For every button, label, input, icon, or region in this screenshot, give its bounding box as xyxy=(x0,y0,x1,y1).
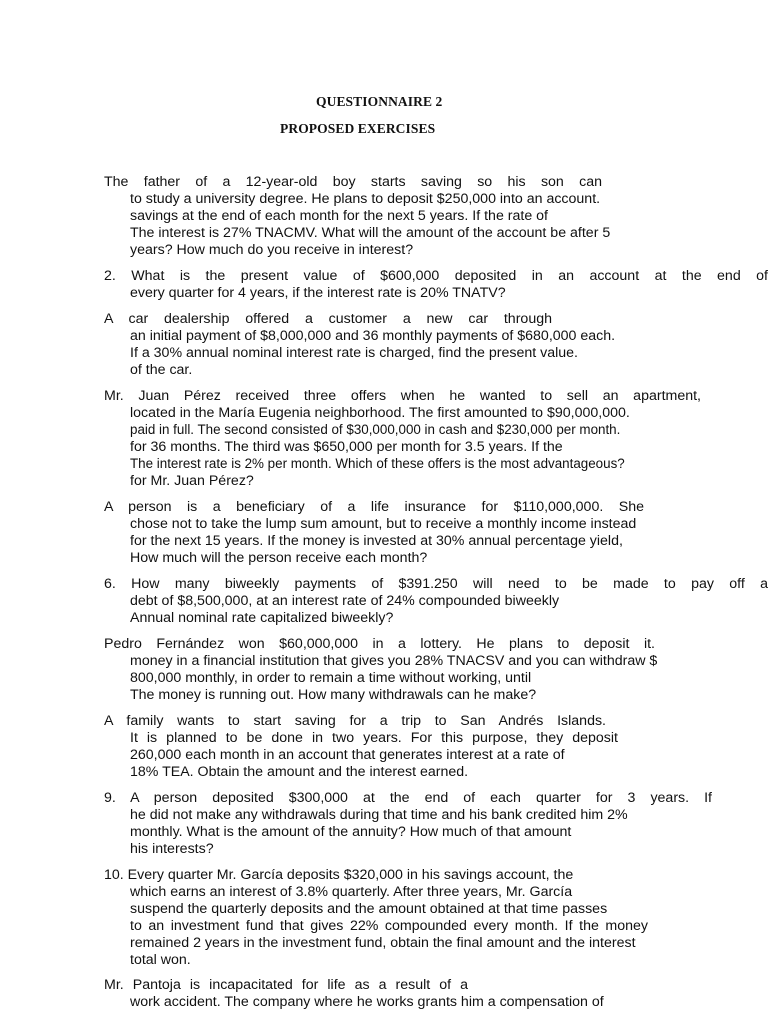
exercise-line: Mr. Juan Pérez received three offers when he wanted to sell an apartment, xyxy=(104,388,701,404)
exercise-line: work accident. The company where he works grants him a compensation of xyxy=(130,994,604,1010)
exercise-line: The interest is 27% TNACMV. What will the amount of the account be after 5 xyxy=(130,225,611,241)
exercise-line: paid in full. The second consisted of $30,000,000 in cash and $230,000 per month. xyxy=(130,422,621,437)
exercise-line: to study a university degree. He plans to deposit $250,000 into an account. xyxy=(130,191,601,207)
exercise-line: every quarter for 4 years, if the interest rate is 20% TNATV? xyxy=(130,285,506,301)
exercise-line: The interest rate is 2% per month. Which of these offers is the most advantageous? xyxy=(130,456,625,471)
exercise-line: It is planned to be done in two years. For this purpose, they deposit xyxy=(130,730,618,746)
exercise-line: 18% TEA. Obtain the amount and the interest earned. xyxy=(130,764,469,780)
document-subtitle: PROPOSED EXERCISES xyxy=(280,121,436,136)
exercise-line: total won. xyxy=(130,952,191,968)
exercise-line: monthly. What is the amount of the annuity? How much of that amount xyxy=(130,824,572,840)
exercise-line: an initial payment of $8,000,000 and 36 monthly payments of $680,000 each. xyxy=(130,328,616,344)
exercise-line: money in a financial institution that gives you 28% TNACSV and you can withdraw $ xyxy=(130,653,658,669)
exercise-line: How much will the person receive each month? xyxy=(130,550,428,566)
exercise-line: savings at the end of each month for the next 5 years. If the rate of xyxy=(130,208,548,224)
exercise-line: remained 2 years in the investment fund, obtain the final amount and the interest xyxy=(130,935,636,951)
exercise-line: years? How much do you receive in interest? xyxy=(130,242,414,258)
exercise-line: A family wants to start saving for a trip to San Andrés Islands. xyxy=(104,713,606,729)
exercise-line: debt of $8,500,000, at an interest rate of 24% compounded biweekly xyxy=(130,593,560,609)
exercise-line: his interests? xyxy=(130,841,214,857)
document-title: QUESTIONNAIRE 2 xyxy=(316,94,443,109)
exercise-line: The money is running out. How many withdrawals can he make? xyxy=(130,687,537,703)
exercise-line: Mr. Pantoja is incapacitated for life as a result of a xyxy=(104,977,468,993)
exercise-line: 800,000 monthly, in order to remain a time without working, until xyxy=(130,670,532,686)
exercise-line: A person is a beneficiary of a life insurance for $110,000,000. She xyxy=(104,499,644,515)
exercise-line: of the car. xyxy=(130,362,193,378)
exercise-line: Annual nominal rate capitalized biweekly? xyxy=(130,610,394,626)
exercise-line: he did not make any withdrawals during that time and his bank credited him 2% xyxy=(130,807,628,823)
exercise-line: A car dealership offered a customer a new car through xyxy=(104,311,552,327)
exercise-line: 10. Every quarter Mr. García deposits $320,000 in his savings account, the xyxy=(104,867,574,883)
exercise-line: for 36 months. The third was $650,000 per month for 3.5 years. If the xyxy=(130,439,563,455)
exercise-line: 2. What is the present value of $600,000 deposited in an account at the end of xyxy=(104,268,768,284)
exercise-line: to an investment fund that gives 22% compounded every month. If the money xyxy=(130,918,648,934)
exercise-line: suspend the quarterly deposits and the amount obtained at that time passes xyxy=(130,901,608,917)
exercise-line: which earns an interest of 3.8% quarterly. After three years, Mr. García xyxy=(130,884,573,900)
exercise-line: 260,000 each month in an account that generates interest at a rate of xyxy=(130,747,565,763)
exercise-line: for the next 15 years. If the money is invested at 30% annual percentage yield, xyxy=(130,533,623,549)
exercise-line: The father of a 12-year-old boy starts saving so his son can xyxy=(104,174,602,190)
exercise-line: 9. A person deposited $300,000 at the end of each quarter for 3 years. If xyxy=(104,790,712,806)
exercise-line: 6. How many biweekly payments of $391.250 will need to be made to pay off a xyxy=(104,576,768,592)
exercise-line: chose not to take the lump sum amount, but to receive a monthly income instead xyxy=(130,516,637,532)
exercise-line: for Mr. Juan Pérez? xyxy=(130,473,254,489)
exercise-line: If a 30% annual nominal interest rate is charged, find the present value. xyxy=(130,345,578,361)
exercise-line: located in the María Eugenia neighborhood. The first amounted to $90,000,000. xyxy=(130,405,630,421)
exercise-line: Pedro Fernández won $60,000,000 in a lottery. He plans to deposit it. xyxy=(104,636,655,652)
